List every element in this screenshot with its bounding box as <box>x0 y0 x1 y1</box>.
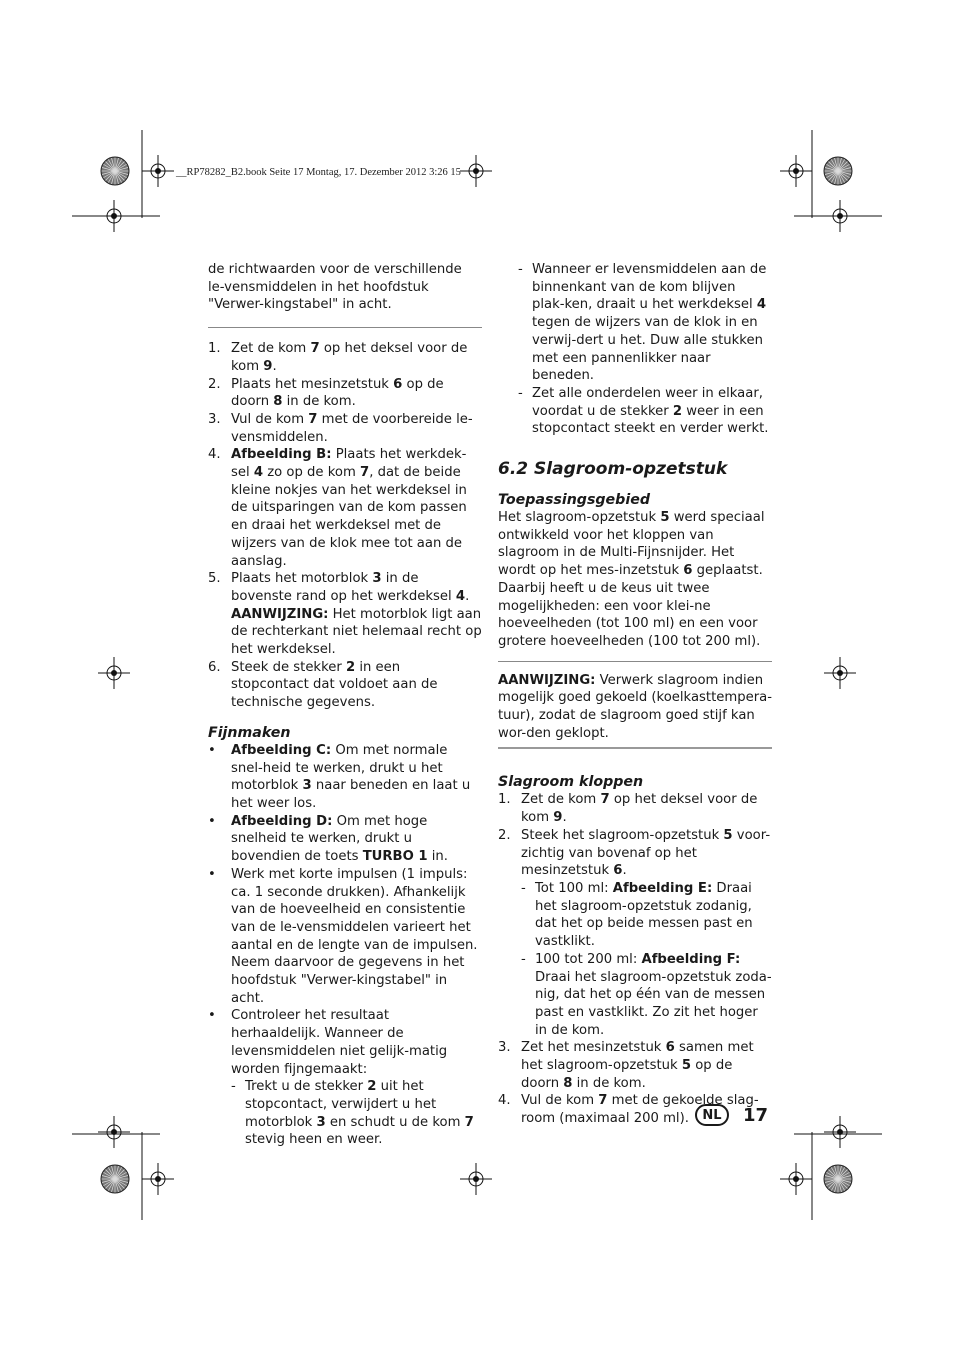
step-item <box>498 791 772 826</box>
step-item <box>208 376 482 411</box>
fijnmaken-heading: Fijnmaken <box>208 724 291 741</box>
crosshair-icon <box>824 657 856 689</box>
bullet-item <box>208 742 482 813</box>
sub-list-item <box>521 880 772 951</box>
list-marker: 2. <box>498 827 511 843</box>
bullet-item <box>208 866 482 1008</box>
note-paragraph: AANWIJZING: Verwerk slagroom indien mogelijk goed gekoeld (koelkasttempera-tuur), zodat de slagroom goed stijf kan wor-den geklopt. <box>498 672 772 741</box>
list-marker: - <box>521 951 526 967</box>
toepassing-heading: Toepassingsgebied <box>498 492 650 509</box>
crosshair-icon <box>98 200 130 232</box>
list-item-text: Plaats het mesinzetstuk 6 op de doorn 8 in de kom. <box>231 376 444 410</box>
preparation-steps <box>208 340 482 712</box>
note-divider-bottom <box>498 747 772 749</box>
list-item-text: Zet de kom 7 op het deksel voor de kom 9. <box>231 341 468 374</box>
print-header: __RP78282_B2.book Seite 17 Montag, 17. Dezember 2012 3:26 15 <box>176 167 461 178</box>
step-note: AANWIJZING: Het motorblok ligt aan de rechterkant niet helemaal recht op het werkdeksel. <box>231 606 482 658</box>
section-heading: 6.2 Slagroom-opzetstuk <box>498 459 728 480</box>
list-item-text: Controleer het resultaat herhaaldelijk. Wanneer de levensmiddelen niet gelijk-matig worden fijngemaakt: <box>231 1008 448 1077</box>
sub-list-item <box>521 951 772 1040</box>
left-column <box>208 261 482 1149</box>
page-footer <box>695 1104 768 1126</box>
crosshair-icon <box>824 200 856 232</box>
list-item-text: Zet alle onderdelen weer in elkaar, voordat u de stekker 2 weer in een stopcontact steekt en verder werkt. <box>532 385 769 437</box>
step-item <box>498 827 772 1039</box>
sub-list <box>521 880 772 1039</box>
list-marker: 3. <box>208 411 221 427</box>
list-marker: • <box>208 1008 216 1024</box>
language-badge: NL <box>695 1104 729 1126</box>
crosshair-icon <box>98 1116 130 1148</box>
list-marker: 6. <box>208 659 221 675</box>
registration-sunburst-icon <box>101 1165 129 1193</box>
crosshair-icon <box>780 155 812 187</box>
list-marker: - <box>518 385 523 401</box>
crosshair-icon <box>824 1116 856 1148</box>
list-item-text: Trekt u de stekker 2 uit het stopcontact, verwijdert u het motorblok 3 en schudt u de kom 7 stevig heen en weer. <box>245 1079 474 1148</box>
list-marker: 4. <box>208 447 221 463</box>
list-item-text: Zet het mesinzetstuk 6 samen met het slagroom-opzetstuk 5 op de doorn 8 in de kom. <box>521 1040 754 1091</box>
registration-sunburst-icon <box>824 157 852 185</box>
step-item <box>208 340 482 375</box>
dash-item <box>518 261 772 385</box>
note-divider-top <box>498 661 772 662</box>
crosshair-icon <box>142 155 174 187</box>
divider <box>208 327 482 328</box>
registration-sunburst-icon <box>824 1165 852 1193</box>
list-marker: • <box>208 813 216 829</box>
list-marker: • <box>208 742 216 758</box>
list-item-text: Plaats het motorblok 3 in de bovenste rand op het werkdeksel 4. <box>231 571 470 604</box>
list-item-text: Werk met korte impulsen (1 impuls: ca. 1 seconde drukken). Afhankelijk van de hoeveelheid en consistentie van de le-vensmiddelen varieert het aantal en de lengte van de impulsen. Neem daarvoor de gegevens in het hoofdstuk "Verwer-kingstabel" in acht. <box>231 866 478 1006</box>
step-item <box>208 411 482 446</box>
right-column <box>498 261 772 1128</box>
list-item-text: Vul de kom 7 met de gekoelde slag-room (maximaal 200 ml). <box>521 1093 759 1127</box>
list-item-text: Afbeelding D: Om met hoge snelheid te werken, drukt u bovendien de toets TURBO 1 in. <box>231 813 448 865</box>
dash-item <box>518 385 772 438</box>
fijnmaken-list <box>208 742 482 1149</box>
list-item-text: Wanneer er levensmiddelen aan de binnenkant van de kom blijven plak-ken, draait u het werkdeksel 4 tegen de wijzers van de klok in en verwij-dert u het. Duw alle stukken met een pannenlikker naar beneden. <box>532 262 767 384</box>
kloppen-heading: Slagroom kloppen <box>498 774 644 791</box>
list-marker: - <box>521 880 526 896</box>
sub-list-item <box>231 1078 482 1149</box>
step-item <box>208 659 482 712</box>
kloppen-steps <box>498 791 772 1127</box>
list-item-text: Vul de kom 7 met de voorbereide le-vensmiddelen. <box>231 411 473 445</box>
list-marker: - <box>518 262 523 277</box>
list-item-text: Steek de stekker 2 in een stopcontact dat voldoet aan de technische gegevens. <box>231 659 438 711</box>
step-item <box>208 446 482 570</box>
list-marker: 5. <box>208 571 221 587</box>
list-marker: 1. <box>498 792 511 808</box>
step-item <box>498 1039 772 1092</box>
list-marker: 3. <box>498 1040 511 1056</box>
crosshair-icon <box>460 1163 492 1195</box>
sub-list <box>231 1078 482 1149</box>
list-marker: - <box>231 1079 236 1095</box>
registration-sunburst-icon <box>101 157 129 185</box>
list-item-text: Afbeelding C: Om met normale snel-heid te werken, drukt u het motorblok 3 naar beneden en laat u het weer los. <box>231 742 471 811</box>
crosshair-icon <box>460 155 492 187</box>
bullet-item <box>208 1007 482 1149</box>
list-marker: 4. <box>498 1093 511 1109</box>
list-marker: 2. <box>208 376 221 392</box>
crosshair-icon <box>142 1163 174 1195</box>
list-item-text: Steek het slagroom-opzetstuk 5 voor-zichtig van bovenaf op het mesinzetstuk 6. <box>521 827 771 879</box>
intro-paragraph: de richtwaarden voor de verschillende le-vensmiddelen in het hoofdstuk "Verwer-kingstabel" in acht. <box>208 262 462 313</box>
list-marker: 1. <box>208 341 221 357</box>
crosshair-icon <box>98 657 130 689</box>
crosshair-icon <box>780 1163 812 1195</box>
continued-list <box>498 261 772 438</box>
list-item-text: Tot 100 ml: Afbeelding E: Draai het slagroom-opzetstuk zodanig, dat het op beide messen past en vastklikt. <box>535 880 753 950</box>
list-item-text: Afbeelding B: Plaats het werkdek-sel 4 zo op de kom 7, dat de beide kleine nokjes van het werkdeksel in de uitsparingen van de kom passen en draai het werkdeksel met de wijzers van de klok mee tot aan de aanslag. <box>231 447 467 569</box>
toepassing-paragraph: Het slagroom-opzetstuk 5 werd speciaal ontwikkeld voor het kloppen van slagroom in de Multi-Fijnsnijder. Het wordt op het mes-inzetstuk 6 geplaatst. Daarbij heeft u de keus uit twee mogelijkheden: een voor klei-ne hoeveelheden (tot 100 ml) en een voor grotere hoeveelheden (100 tot 200 ml). <box>498 510 765 649</box>
bullet-item <box>208 813 482 866</box>
list-marker: • <box>208 866 216 882</box>
step-item <box>208 570 482 659</box>
list-item-text: 100 tot 200 ml: Afbeelding F: Draai het slagroom-opzetstuk zoda-nig, dat het op één van de messen past en vastklikt. Zo zit het hoger in de kom. <box>535 951 772 1038</box>
list-item-text: Zet de kom 7 op het deksel voor de kom 9. <box>521 792 758 826</box>
page-number: 17 <box>743 1104 769 1126</box>
